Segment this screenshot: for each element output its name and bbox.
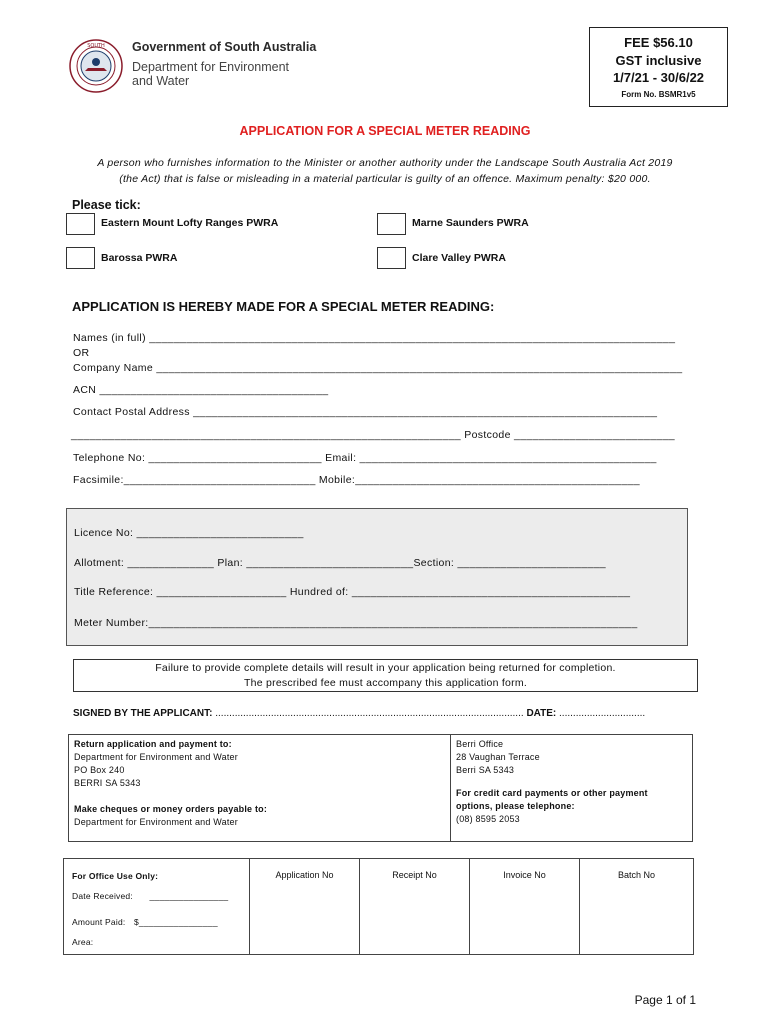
date-received-line[interactable]: ________________ — [149, 891, 229, 901]
col-receipt-no: Receipt No — [359, 859, 469, 954]
amount-paid-label: Amount Paid: — [72, 917, 126, 927]
svg-text:SOUTH: SOUTH — [87, 43, 105, 49]
sa-government-logo-icon — [68, 38, 124, 94]
date-line[interactable]: ............................... — [559, 708, 646, 719]
section-heading: APPLICATION IS HEREBY MADE FOR A SPECIAL METER READING: — [72, 299, 495, 314]
credit-phone: (08) 8595 2053 — [456, 814, 520, 824]
checkbox-eastern-mount-lofty[interactable] — [66, 213, 95, 235]
checkbox-marne-saunders[interactable] — [377, 213, 406, 235]
acn-field[interactable]: ACN _____________________________________ — [73, 384, 329, 396]
notice-line-2: The prescribed fee must accompany this application form. — [243, 677, 528, 689]
berri-office-box — [449, 734, 693, 842]
return-line-3: BERRI SA 5343 — [74, 778, 141, 788]
warning-line-1: A person who furnishes information to the Minister or another authority under the Landscape South Australia Act 2019 — [97, 157, 673, 169]
berri-line-1: Berri Office — [456, 739, 504, 749]
telephone-email-field[interactable]: Telephone No: ____________________________ Email: ________________________________________________ — [73, 452, 657, 464]
date-received-label: Date Received: — [72, 891, 133, 901]
please-tick-label: Please tick: — [72, 198, 141, 212]
berri-line-2: 28 Vaughan Terrace — [456, 752, 540, 762]
area-label: Area: — [72, 937, 94, 947]
berri-line-3: Berri SA 5343 — [456, 765, 515, 775]
return-heading: Return application and payment to: — [74, 739, 232, 749]
postcode-field[interactable]: _______________________________________________________________ Postcode __________________________ — [71, 429, 675, 441]
page-title: APPLICATION FOR A SPECIAL METER READING — [239, 124, 531, 138]
dept-line-1: Department for Environment — [132, 60, 290, 74]
office-heading: For Office Use Only: — [72, 871, 159, 881]
penalty-warning — [70, 155, 700, 187]
page-number: Page 1 of 1 — [634, 993, 696, 1007]
amount-paid-line[interactable]: $________________ — [134, 917, 218, 927]
licence-field[interactable]: Licence No: ___________________________ — [74, 527, 304, 539]
return-line-1: Department for Environment and Water — [74, 752, 238, 762]
cheques-line: Department for Environment and Water — [74, 817, 238, 827]
checkbox-label: Marne Saunders PWRA — [412, 217, 529, 229]
return-line-2: PO Box 240 — [74, 765, 125, 775]
fee-gst: GST inclusive — [615, 52, 702, 68]
fee-amount: FEE $56.10 — [624, 35, 693, 50]
return-address-box — [68, 734, 451, 842]
col-invoice-no: Invoice No — [469, 859, 579, 954]
col-batch-no: Batch No — [579, 859, 693, 954]
checkbox-label: Barossa PWRA — [101, 252, 178, 264]
signature-row — [73, 708, 645, 719]
checkbox-label: Eastern Mount Lofty Ranges PWRA — [101, 217, 279, 229]
credit-heading-2: options, please telephone: — [456, 801, 575, 811]
notice-line-1: Failure to provide complete details will result in your application being returned for completion. — [155, 662, 616, 674]
warning-line-2: (the Act) that is false or misleading in a material particular is guilty of an offence. Maximum penalty: $20 000. — [119, 173, 651, 185]
form-number: Form No. BSMR1v5 — [621, 89, 696, 99]
credit-heading-1: For credit card payments or other payment — [456, 788, 648, 798]
checkbox-barossa[interactable] — [66, 247, 95, 269]
meter-number-field[interactable]: Meter Number:_______________________________________________________________________________ — [74, 617, 638, 629]
department-name — [132, 60, 332, 88]
checkbox-clare-valley[interactable] — [377, 247, 406, 269]
office-use-table — [63, 858, 694, 955]
col-application-no: Application No — [249, 859, 359, 954]
gov-title: Government of South Australia — [132, 40, 317, 54]
completion-notice — [73, 659, 698, 692]
title-reference-field[interactable]: Title Reference: _____________________ Hundred of: _____________________________________________ — [74, 586, 631, 598]
licence-details-box — [66, 508, 688, 646]
dept-line-2: and Water — [132, 74, 190, 88]
postal-address-field[interactable]: Contact Postal Address ___________________________________________________________________________ — [73, 406, 658, 418]
company-field[interactable]: Company Name _____________________________________________________________________________________ — [73, 362, 683, 374]
date-label: DATE: — [526, 708, 557, 719]
fee-period: 1/7/21 - 30/6/22 — [612, 70, 705, 85]
fee-box — [589, 27, 728, 107]
signed-label: SIGNED BY THE APPLICANT: — [73, 708, 213, 719]
cheques-heading: Make cheques or money orders payable to: — [74, 804, 268, 814]
signature-line[interactable]: ............................................................................................................... — [215, 708, 524, 719]
checkbox-label: Clare Valley PWRA — [412, 252, 506, 264]
names-field[interactable]: Names (in full) _____________________________________________________________________________________ — [73, 332, 676, 344]
or-label: OR — [73, 347, 90, 359]
facsimile-mobile-field[interactable]: Facsimile:_______________________________ Mobile:______________________________________________ — [73, 474, 640, 486]
allotment-plan-section-field[interactable]: Allotment: ______________ Plan: ___________________________Section: ________________________ — [74, 557, 607, 569]
